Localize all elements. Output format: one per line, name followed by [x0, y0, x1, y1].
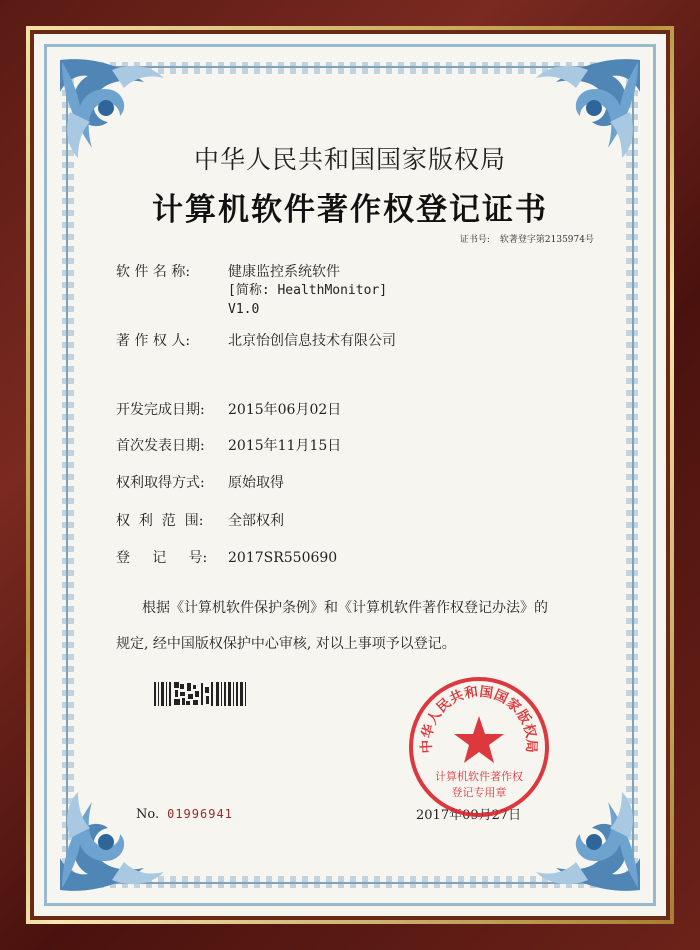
field-rights-scope [116, 511, 284, 531]
seal-line-2: 登记专用章 [451, 786, 507, 799]
field-label: 开发完成日期: [116, 402, 205, 418]
field-label: 首次发表日期: [116, 438, 205, 454]
issuer-heading: 中华人民共和国国家版权局 [193, 145, 506, 174]
seal-ring-text: 中华人民共和国国家版权局 [418, 683, 540, 754]
field-label: 登 记 号: [116, 550, 208, 566]
certificate-title: 计算机软件著作权登记证书 [152, 192, 548, 228]
certificate-number-label: 证书号: [459, 235, 490, 245]
official-seal-stamp [404, 672, 554, 822]
statement-paragraph [116, 590, 606, 662]
registration-no-value: 2017SR550690 [228, 550, 338, 566]
serial-number-value: 01996941 [167, 807, 233, 821]
certificate-number [460, 232, 594, 245]
corner-ornament-bottom-left [52, 788, 172, 898]
acquisition-method-value: 原始取得 [228, 475, 284, 491]
first-publication-date-value: 2015年11月15日 [228, 438, 342, 454]
field-registration-no [116, 548, 337, 568]
software-name-value: 健康监控系统软件 [228, 264, 340, 280]
serial-number [136, 807, 233, 822]
completion-date-value: 2015年06月02日 [228, 402, 342, 418]
field-completion-date [116, 400, 341, 420]
copyright-owner-value: 北京怡创信息技术有限公司 [228, 333, 396, 349]
issue-date: 2017年09月27日 [416, 808, 522, 823]
rights-scope-value: 全部权利 [228, 513, 284, 529]
serial-number-label: No. [136, 807, 160, 822]
field-first-publication-date [116, 436, 341, 456]
field-copyright-owner [116, 331, 396, 351]
barcode [152, 679, 248, 709]
certificate-number-value: 软著登字第2135974号 [499, 235, 594, 245]
field-acquisition-method [116, 473, 284, 493]
field-label: 权 利 范 围: [116, 513, 204, 529]
software-version: V1.0 [228, 302, 260, 318]
field-software-name [116, 262, 387, 320]
field-label: 软 件 名 称: [116, 264, 191, 280]
statement-line-1: 根据《计算机软件保护条例》和《计算机软件著作权登记办法》的 [142, 600, 548, 616]
field-label: 权利取得方式: [116, 475, 205, 491]
seal-line-1: 计算机软件著作权 [435, 770, 523, 783]
field-label: 著 作 权 人: [116, 333, 191, 349]
software-short-name: [简称: HealthMonitor] [228, 283, 388, 299]
statement-line-2: 规定, 经中国版权保护中心审核, 对以上事项予以登记。 [116, 636, 456, 652]
